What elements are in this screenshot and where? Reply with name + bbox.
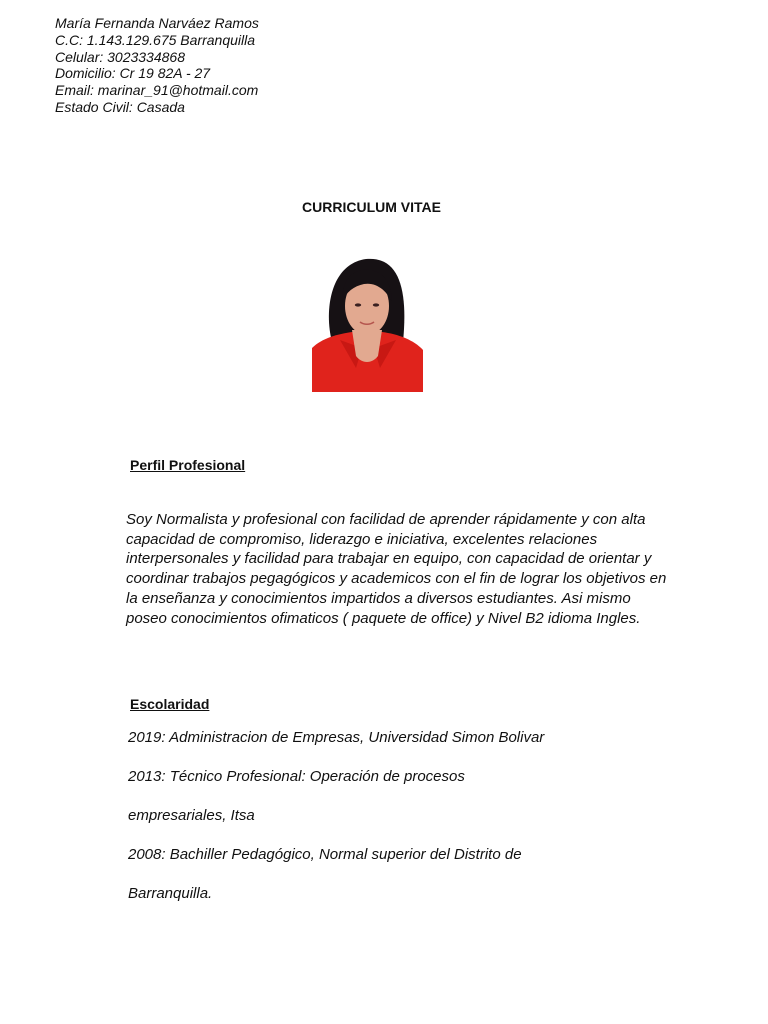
- profile-heading: Perfil Profesional: [130, 457, 246, 473]
- profile-photo-drawing: [312, 256, 423, 392]
- profile-line: poseo conocimientos ofimaticos ( paquete de office) y Nivel B2 idioma Ingles.: [126, 609, 641, 627]
- education-heading: Escolaridad: [130, 696, 210, 712]
- education-line: Barranquilla.: [128, 885, 213, 902]
- contact-block: [55, 15, 259, 116]
- contact-civil-status: Estado Civil: Casada: [55, 98, 185, 115]
- profile-line: la enseñanza y conocimientos impartidos a diversos estudiantes. Asi mismo: [126, 589, 631, 607]
- profile-line: interpersonales y facilidad para trabajar en equipo, con capacidad de orientar y: [126, 550, 652, 568]
- contact-email: Email: marinar_91@hotmail.com: [55, 82, 259, 99]
- education-line: 2013: Técnico Profesional: Operación de procesos: [128, 768, 465, 785]
- education-line: 2008: Bachiller Pedagógico, Normal superior del Distrito de: [128, 846, 522, 863]
- education-line: empresariales, Itsa: [128, 807, 255, 824]
- education-line: 2019: Administracion de Empresas, Universidad Simon Bolivar: [128, 729, 545, 746]
- profile-paragraph: [126, 510, 686, 628]
- contact-id: C.C: 1.143.129.675 Barranquilla: [55, 31, 256, 48]
- profile-photo: [312, 256, 423, 392]
- profile-line: Soy Normalista y profesional con facilidad de aprender rápidamente y con alta: [126, 511, 646, 528]
- contact-phone: Celular: 3023334868: [55, 48, 185, 65]
- profile-line: coordinar trabajos pegagógicos y academicos con el fin de lograr los objetivos en: [126, 570, 667, 588]
- profile-line: capacidad de compromiso, liderazgo e iniciativa, excelentes relaciones: [126, 530, 598, 548]
- contact-address: Domicilio: Cr 19 82A - 27: [55, 65, 211, 82]
- contact-name: María Fernanda Narváez Ramos: [55, 15, 259, 31]
- document-title: CURRICULUM VITAE: [302, 199, 441, 215]
